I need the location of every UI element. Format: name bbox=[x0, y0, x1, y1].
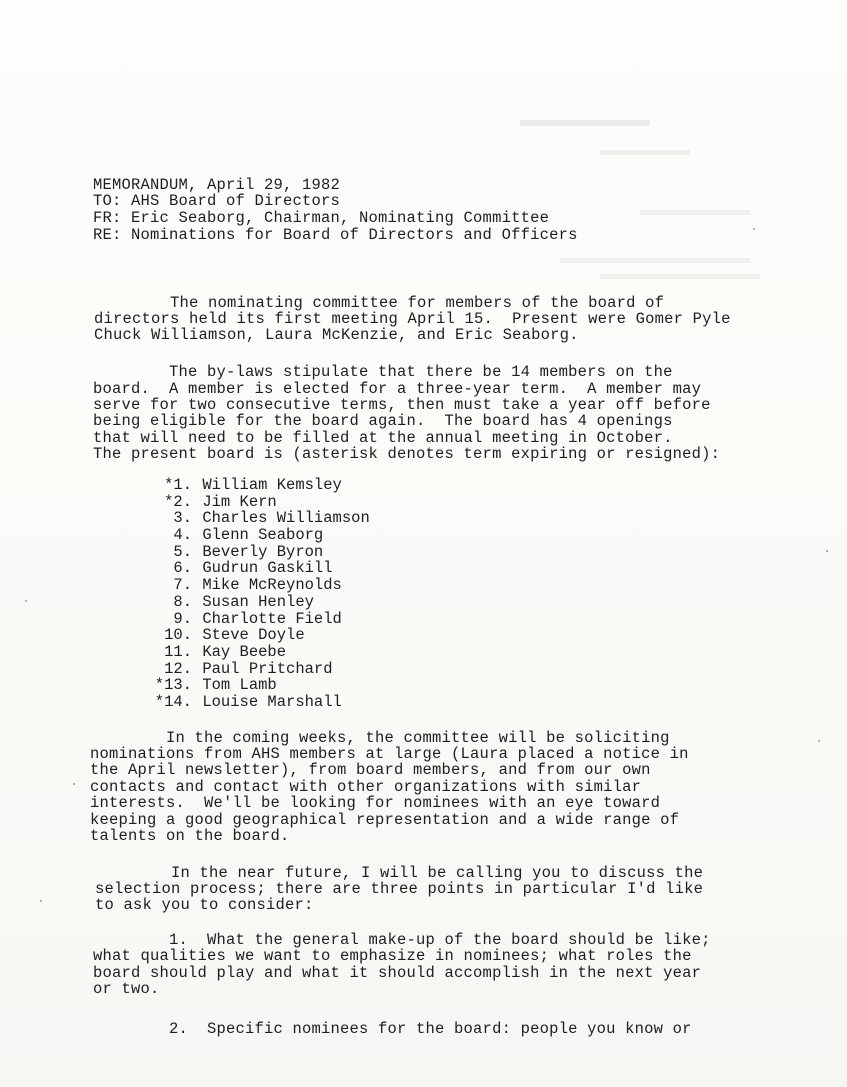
board-member-name: Tom Lamb bbox=[202, 676, 277, 695]
board-member-number: *2. bbox=[164, 492, 192, 511]
numbered-point-line: or two. bbox=[93, 980, 160, 998]
board-member-number: 4. bbox=[173, 526, 192, 545]
board-member-name: Susan Henley bbox=[202, 592, 314, 611]
board-member-name: Glenn Seaborg bbox=[202, 526, 324, 545]
paragraph-line: talents on the board. bbox=[90, 827, 290, 845]
scan-speck bbox=[40, 900, 42, 902]
board-member-name: Charles Williamson bbox=[202, 509, 370, 528]
board-member-item bbox=[140, 694, 370, 711]
board-member-number: *1. bbox=[164, 476, 192, 494]
numbered-point-line: board should play and what it should accomplish in the next year bbox=[93, 964, 702, 982]
paragraph-line: selection process; there are three points in particular I'd like bbox=[95, 880, 704, 898]
paragraph-line: Chuck Williamson, Laura McKenzie, and Eric Seaborg. bbox=[94, 326, 579, 344]
board-member-name: Kay Beebe bbox=[202, 642, 287, 661]
scan-speck bbox=[73, 783, 75, 785]
board-member-number: 3. bbox=[173, 509, 192, 528]
memo-subject-line: RE: Nominations for Board of Directors and Officers bbox=[93, 226, 578, 244]
board-member-item bbox=[140, 677, 370, 694]
numbered-point-line: 1. What the general make-up of the board should be like; bbox=[93, 931, 711, 949]
board-member-name: Jim Kern bbox=[202, 492, 277, 511]
board-member-item bbox=[140, 527, 370, 544]
board-member-item bbox=[140, 661, 370, 678]
paragraph-line: serve for two consecutive terms, then must take a year off before bbox=[93, 396, 711, 414]
board-member-name: William Kemsley bbox=[202, 476, 342, 494]
board-member-item bbox=[140, 627, 370, 644]
paragraph-line: being eligible for the board again. The board has 4 openings bbox=[93, 412, 673, 430]
board-member-item bbox=[140, 544, 370, 561]
board-member-item bbox=[140, 494, 370, 511]
board-member-name: Mike McReynolds bbox=[202, 576, 342, 595]
paragraph-line: In the coming weeks, the committee will be soliciting bbox=[90, 729, 670, 747]
board-member-number: 10. bbox=[164, 626, 192, 645]
paragraph-line: to ask you to consider: bbox=[95, 896, 314, 914]
memo-date-line: MEMORANDUM, April 29, 1982 bbox=[93, 176, 341, 194]
bleed-through-mark bbox=[520, 120, 650, 126]
board-member-item bbox=[140, 477, 370, 494]
paragraph-line: In the near future, I will be calling you to discuss the bbox=[95, 864, 704, 882]
board-member-number: 5. bbox=[173, 542, 192, 561]
memo-to-line: TO: AHS Board of Directors bbox=[93, 192, 341, 210]
board-member-number: *14. bbox=[154, 692, 192, 711]
paragraph-line: The nominating committee for members of the board of bbox=[94, 294, 665, 312]
board-member-item bbox=[140, 510, 370, 527]
paragraph-line: board. A member is elected for a three-year term. A member may bbox=[93, 380, 702, 398]
bleed-through-mark bbox=[600, 274, 760, 279]
board-member-item bbox=[140, 611, 370, 628]
numbered-point-line: 2. Specific nominees for the board: people you know or bbox=[93, 1020, 692, 1038]
board-member-name: Charlotte Field bbox=[202, 609, 342, 628]
board-member-number: 11. bbox=[164, 642, 192, 661]
paragraph-line: contacts and contact with other organizations with similar bbox=[90, 778, 642, 796]
scan-speck bbox=[818, 740, 820, 742]
board-member-item bbox=[140, 560, 370, 577]
scan-speck bbox=[753, 228, 755, 230]
board-member-name: Gudrun Gaskill bbox=[202, 559, 333, 578]
board-member-item bbox=[140, 577, 370, 594]
paragraph-line: The present board is (asterisk denotes term expiring or resigned): bbox=[93, 445, 721, 463]
board-member-number: 9. bbox=[173, 609, 192, 628]
board-member-number: 8. bbox=[173, 592, 192, 611]
bleed-through-mark bbox=[560, 258, 750, 263]
board-member-name: Steve Doyle bbox=[202, 626, 305, 645]
paragraph-line: interests. We'll be looking for nominees with an eye toward bbox=[90, 794, 661, 812]
board-member-name: Paul Pritchard bbox=[202, 659, 333, 678]
paragraph-line: directors held its first meeting April 15. Present were Gomer Pyle bbox=[94, 310, 731, 328]
paragraph-line: The by-laws stipulate that there be 14 members on the bbox=[93, 363, 673, 381]
board-member-number: 12. bbox=[164, 659, 192, 678]
bleed-through-mark bbox=[640, 210, 750, 215]
board-member-list bbox=[140, 477, 370, 711]
board-member-number: 7. bbox=[173, 576, 192, 595]
paragraph-line: nominations from AHS members at large (Laura placed a notice in bbox=[90, 745, 689, 763]
numbered-point-line: what qualities we want to emphasize in nominees; what roles the bbox=[93, 947, 692, 965]
scan-speck bbox=[25, 600, 27, 602]
scan-speck bbox=[826, 550, 828, 552]
board-member-item bbox=[140, 644, 370, 661]
bleed-through-mark bbox=[600, 150, 690, 155]
board-member-number: 6. bbox=[173, 559, 192, 578]
board-member-name: Beverly Byron bbox=[202, 542, 324, 561]
paragraph-line: that will need to be filled at the annual meeting in October. bbox=[93, 429, 673, 447]
board-member-name: Louise Marshall bbox=[202, 692, 342, 711]
board-member-item bbox=[140, 594, 370, 611]
memo-from-line: FR: Eric Seaborg, Chairman, Nominating Committee bbox=[93, 209, 550, 227]
paragraph-line: keeping a good geographical representation and a wide range of bbox=[90, 811, 680, 829]
paragraph-line: the April newsletter), from board members, and from our own bbox=[90, 761, 651, 779]
board-member-number: *13. bbox=[154, 676, 192, 695]
